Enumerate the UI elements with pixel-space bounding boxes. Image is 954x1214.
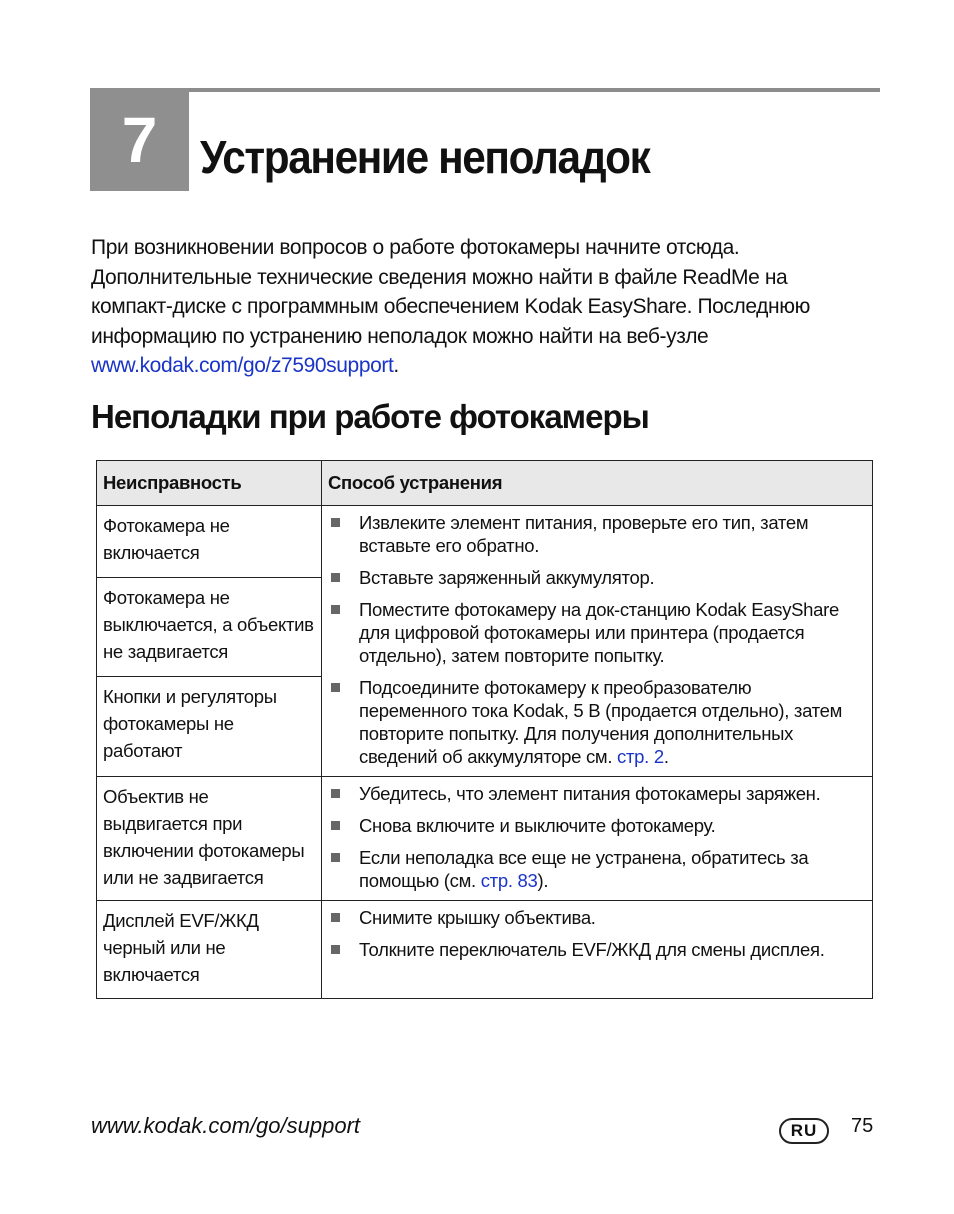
solution-item <box>327 782 858 805</box>
solution-text-wrap <box>359 676 858 768</box>
footer-url: www.kodak.com/go/support <box>91 1113 361 1138</box>
page-ref-link[interactable]: стр. 83 <box>480 870 538 891</box>
problem-cell: Дисплей EVF/ЖКД черный или не включается <box>97 901 322 999</box>
problem-cell: Кнопки и регуляторы фотокамеры не работают <box>97 677 322 777</box>
chapter-title: Устранение неполадок <box>200 131 650 183</box>
solution-item <box>327 846 858 892</box>
solution-text: Поместите фотокамеру на док-станцию Kodak EasyShare для цифровой фотокамеры или принтера (продается отдельно), затем повторите попытку. <box>359 599 840 666</box>
bullet-square-icon <box>331 913 340 922</box>
language-badge: RU <box>779 1118 829 1144</box>
solution-item <box>327 511 858 557</box>
solution-item <box>327 906 858 929</box>
intro-line: компакт-диске с программным обеспечением Kodak EasyShare. Последнюю <box>91 295 810 318</box>
solution-text: Извлеките элемент питания, проверьте его тип, затем вставьте его обратно. <box>359 512 809 556</box>
bullet-square-icon <box>331 945 340 954</box>
table-row <box>97 506 873 578</box>
intro-line: информацию по устранению неполадок можно найти на веб-узле <box>91 324 709 348</box>
table-header-row <box>97 461 873 506</box>
solution-text: Если неполадка все еще не устранена, обратитесь за помощью (см. <box>359 847 809 891</box>
bullet-square-icon <box>331 853 340 862</box>
solution-text: Толкните переключатель EVF/ЖКД для смены дисплея. <box>359 939 825 960</box>
solution-item <box>327 598 858 667</box>
solution-item <box>327 676 858 768</box>
page-number: 75 <box>851 1115 874 1137</box>
bullet-square-icon <box>331 605 340 614</box>
problem-cell: Фотокамера не включается <box>97 506 322 578</box>
solution-text: Снова включите и выключите фотокамеру. <box>359 815 716 836</box>
page-ref-link[interactable]: стр. 2 <box>617 746 664 767</box>
bullet-square-icon <box>331 573 340 582</box>
solution-item <box>327 566 858 589</box>
header-problem: Неисправность <box>97 461 322 506</box>
intro-link-line <box>91 351 851 381</box>
section-title: Неполадки при работе фотокамеры <box>91 398 649 435</box>
chapter-rule <box>90 88 880 92</box>
solution-cell <box>322 901 873 999</box>
link-suffix: . <box>393 354 399 377</box>
table-row <box>97 901 873 999</box>
bullet-square-icon <box>331 683 340 692</box>
solution-text: Вставьте заряженный аккумулятор. <box>359 567 655 588</box>
bullet-square-icon <box>331 821 340 830</box>
support-link[interactable]: www.kodak.com/go/z7590support <box>91 354 394 377</box>
intro-line: Дополнительные технические сведения можно найти в файле ReadMe на <box>91 265 788 289</box>
intro-line: При возникновении вопросов о работе фотокамеры начните отсюда. <box>91 236 740 259</box>
solution-text: Снимите крышку объектива. <box>359 907 596 928</box>
solution-item <box>327 814 858 837</box>
solution-cell <box>322 506 873 777</box>
ref-suffix: ). <box>537 870 549 891</box>
chapter-number: 7 <box>90 88 189 191</box>
problem-cell: Объектив не выдвигается при включении фотокамеры или не задвигается <box>97 777 322 901</box>
header-solution: Способ устранения <box>322 461 873 506</box>
problem-cell: Фотокамера не выключается, а объектив не задвигается <box>97 577 322 677</box>
solution-item <box>327 938 858 961</box>
solution-text: Подсоедините фотокамеру к преобразователю переменного тока Kodak, 5 В (продается отдельно), затем повторите попытку. Для получения дополнительных сведений об аккумуляторе см. <box>359 677 843 767</box>
solution-text-wrap <box>359 846 858 892</box>
intro-paragraph <box>91 233 851 381</box>
solution-cell <box>322 777 873 901</box>
bullet-square-icon <box>331 518 340 527</box>
ref-suffix: . <box>663 746 669 767</box>
troubleshooting-table <box>96 460 873 999</box>
bullet-square-icon <box>331 789 340 798</box>
solution-text: Убедитесь, что элемент питания фотокамеры заряжен. <box>359 783 821 804</box>
table-row <box>97 777 873 901</box>
